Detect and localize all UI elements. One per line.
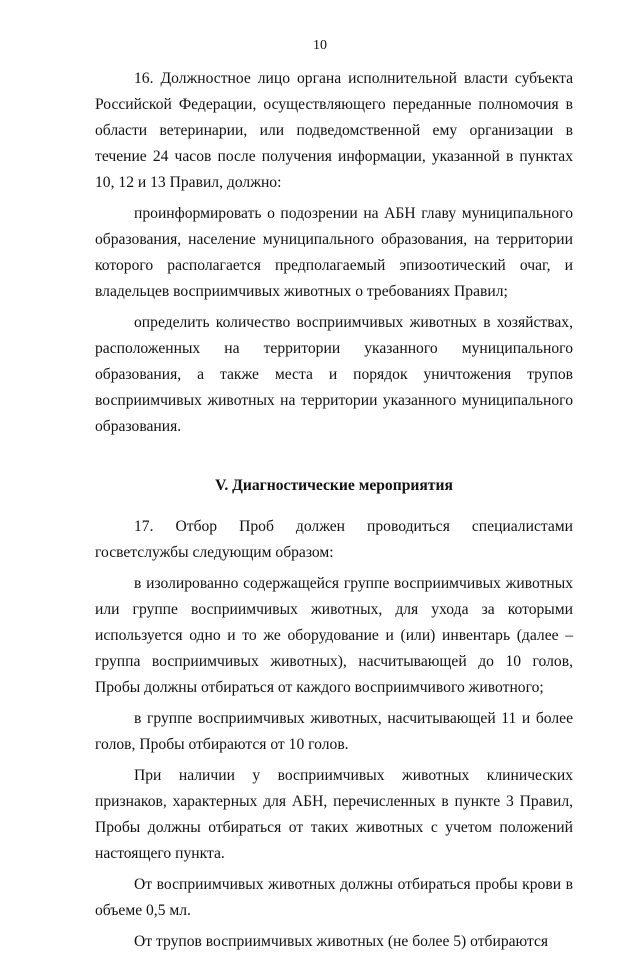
page-number: 10: [313, 38, 327, 53]
paragraph-clinical-signs: При наличии у восприимчивых животных клинических признаков, характерных для АБН, перечисленных в пункте 3 Правил, Пробы должны отбираться от таких животных с учетом положений настоящего пункта.: [95, 767, 573, 862]
paragraph-isolated-group: в изолированно содержащейся группе восприимчивых животных или группе восприимчивых животных, для ухода за которыми используется одно и то же оборудование и (или) инвентарь (далее – группа восприимчивых животных), насчитывающей до 10 голов, Пробы должны отбираться от каждого восприимчивого животного;: [95, 575, 573, 696]
section-heading: V. Диагностические мероприятия: [215, 477, 453, 494]
paragraph-blood-samples: От восприимчивых животных должны отбираться пробы крови в объеме 0,5 мл.: [95, 876, 573, 919]
paragraph-determine: определить количество восприимчивых животных в хозяйствах, расположенных на территории указанного муниципального образования, а также места и порядок уничтожения трупов восприимчивых животных на территории указанного муниципального образования.: [95, 314, 573, 435]
paragraph-carcasses: От трупов восприимчивых животных (не более 5) отбираются: [134, 933, 549, 950]
paragraph-inform: проинформировать о подозрении на АБН главу муниципального образования, население муниципального образования, на территории которого располагается предполагаемый эпизоотический очаг, и владельцев восприимчивых животных о требованиях Правил;: [95, 205, 573, 300]
paragraph-large-group: в группе восприимчивых животных, насчитывающей 11 и более голов, Пробы отбираются от 10 голов.: [95, 710, 573, 753]
paragraph-17: 17. Отбор Проб должен проводиться специалистами госветслужбы следующим образом:: [95, 518, 573, 561]
paragraph-16: 16. Должностное лицо органа исполнительной власти субъекта Российской Федерации, осуществляющего переданные полномочия в области ветеринарии, или подведомственной ему организации в течение 24 часов после получения информации, указанной в пунктах 10, 12 и 13 Правил, должно:: [95, 70, 573, 191]
document-body: [95, 66, 573, 960]
